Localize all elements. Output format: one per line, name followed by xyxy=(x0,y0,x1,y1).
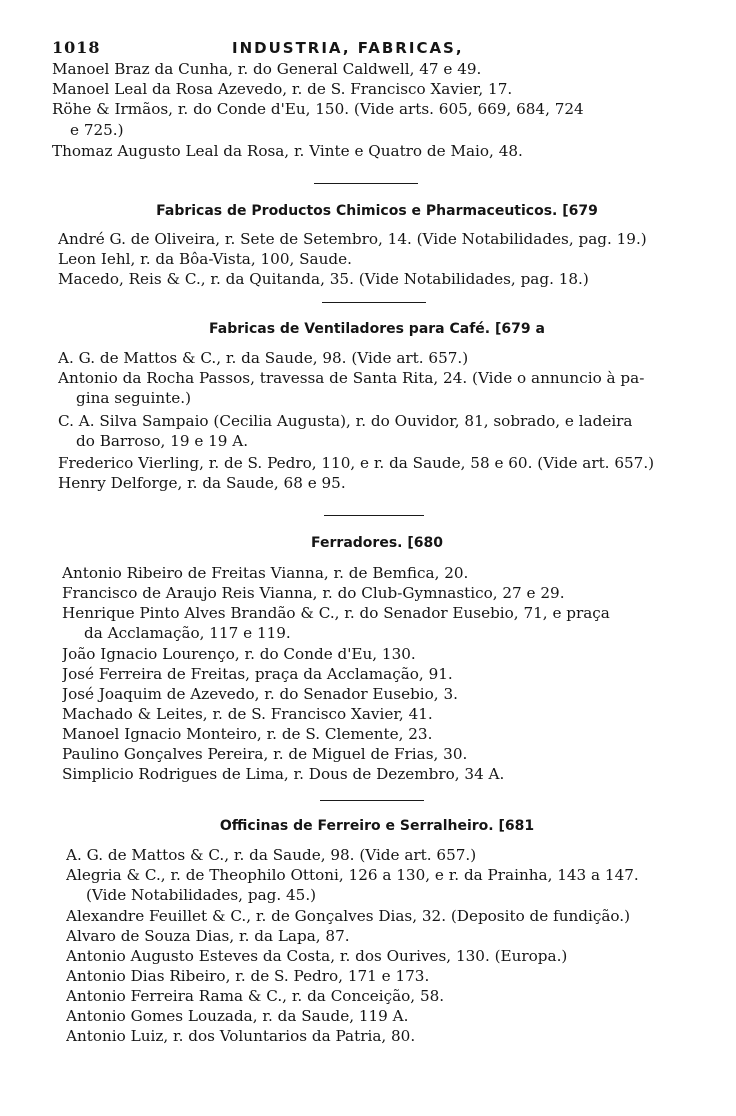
list-item: Francisco de Araujo Reis Vianna, r. do Club-Gymnastico, 27 e 29. xyxy=(62,584,565,602)
list-item: Macedo, Reis & C., r. da Quitanda, 35. (Vide Notabilidades, pag. 18.) xyxy=(58,270,589,288)
section-heading: Ferradores. [680 xyxy=(311,535,443,551)
list-item: Leon Iehl, r. da Bôa-Vista, 100, Saude. xyxy=(58,250,352,268)
list-item: Henrique Pinto Alves Brandão & C., r. do Senador Eusebio, 71, e praça xyxy=(62,604,610,622)
list-item: C. A. Silva Sampaio (Cecilia Augusta), r. do Ouvidor, 81, sobrado, e ladeira xyxy=(58,412,633,430)
list-item: Antonio Gomes Louzada, r. da Saude, 119 A. xyxy=(66,1007,409,1025)
list-item: Manoel Braz da Cunha, r. do General Caldwell, 47 e 49. xyxy=(52,60,482,78)
list-item: Röhe & Irmãos, r. do Conde d'Eu, 150. (Vide arts. 605, 669, 684, 724 xyxy=(52,100,584,118)
list-item: Antonio Dias Ribeiro, r. de S. Pedro, 171 e 173. xyxy=(66,967,430,985)
list-item: José Ferreira de Freitas, praça da Acclamação, 91. xyxy=(62,665,453,683)
list-item: Frederico Vierling, r. de S. Pedro, 110, e r. da Saude, 58 e 60. (Vide art. 657.) xyxy=(58,454,655,472)
section-divider xyxy=(322,302,426,303)
list-item: João Ignacio Lourenço, r. do Conde d'Eu, 130. xyxy=(62,645,416,663)
section-heading: Officinas de Ferreiro e Serralheiro. [681 xyxy=(219,818,535,834)
section-divider xyxy=(324,515,424,516)
list-item: A. G. de Mattos & C., r. da Saude, 98. (Vide art. 657.) xyxy=(66,846,477,864)
section-heading: Fabricas de Ventiladores para Café. [679 a xyxy=(209,321,545,337)
list-item: Alexandre Feuillet & C., r. de Gonçalves Dias, 32. (Deposito de fundição.) xyxy=(66,907,631,925)
list-item: Machado & Leites, r. de S. Francisco Xavier, 41. xyxy=(62,705,433,723)
list-item: André G. de Oliveira, r. Sete de Setembro, 14. (Vide Notabilidades, pag. 19.) xyxy=(58,230,647,248)
list-item: gina seguinte.) xyxy=(76,389,192,407)
section-divider xyxy=(314,183,418,184)
list-item: Manoel Leal da Rosa Azevedo, r. de S. Francisco Xavier, 17. xyxy=(52,80,513,98)
list-item: Antonio Luiz, r. dos Voluntarios da Patria, 80. xyxy=(66,1027,416,1045)
list-item: (Vide Notabilidades, pag. 45.) xyxy=(86,886,317,904)
list-item: Antonio Augusto Esteves da Costa, r. dos Ourives, 130. (Europa.) xyxy=(66,947,568,965)
list-item: A. G. de Mattos & C., r. da Saude, 98. (Vide art. 657.) xyxy=(58,349,469,367)
list-item: Manoel Ignacio Monteiro, r. de S. Clemente, 23. xyxy=(62,725,433,743)
section-heading: Fabricas de Productos Chimicos e Pharmaceuticos. [679 xyxy=(156,203,598,219)
list-item: Alvaro de Souza Dias, r. da Lapa, 87. xyxy=(66,927,350,945)
running-title: INDUSTRIA, FABRICAS, xyxy=(232,39,464,57)
list-item: do Barroso, 19 e 19 A. xyxy=(76,432,249,450)
list-item: Simplicio Rodrigues de Lima, r. Dous de Dezembro, 34 A. xyxy=(62,765,505,783)
list-item: José Joaquim de Azevedo, r. do Senador Eusebio, 3. xyxy=(62,685,458,703)
list-item: e 725.) xyxy=(70,121,124,139)
list-item: Thomaz Augusto Leal da Rosa, r. Vinte e Quatro de Maio, 48. xyxy=(52,142,523,160)
list-item: Paulino Gonçalves Pereira, r. de Miguel de Frias, 30. xyxy=(62,745,468,763)
list-item: da Acclamação, 117 e 119. xyxy=(84,624,291,642)
list-item: Henry Delforge, r. da Saude, 68 e 95. xyxy=(58,474,346,492)
section-divider xyxy=(320,800,424,801)
list-item: Alegria & C., r. de Theophilo Ottoni, 126 a 130, e r. da Prainha, 143 a 147. xyxy=(66,866,639,884)
list-item: Antonio Ferreira Rama & C., r. da Conceição, 58. xyxy=(66,987,445,1005)
list-item: Antonio da Rocha Passos, travessa de Santa Rita, 24. (Vide o annuncio à pa- xyxy=(58,369,645,387)
list-item: Antonio Ribeiro de Freitas Vianna, r. de Bemfica, 20. xyxy=(62,564,469,582)
page-number: 1018 xyxy=(52,38,101,57)
